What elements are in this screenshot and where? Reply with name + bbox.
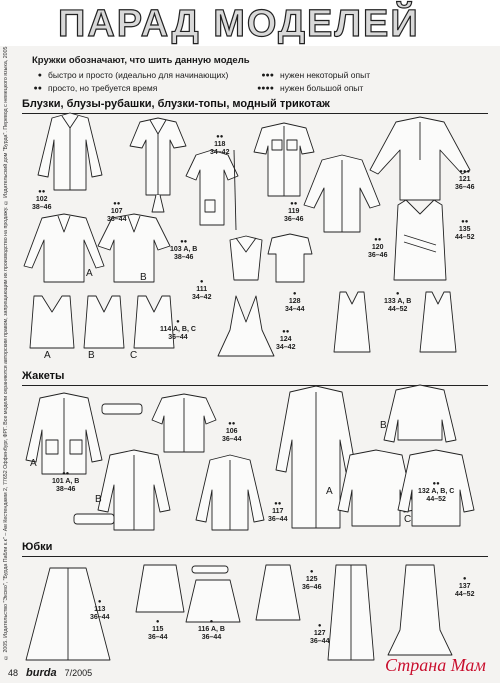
variant-letter-a: A [326, 486, 333, 497]
model-tag-119: ●● 119 36–46 [284, 201, 304, 223]
page-title: ПАРАД МОДЕЛЕЙ [58, 3, 420, 45]
model-tag-117: ●● 117 36–44 [268, 501, 288, 523]
garment-drawing-102 [38, 113, 102, 190]
section-skirts-title: Юбки [22, 541, 53, 553]
garment-drawing-120 [304, 155, 380, 232]
garment-drawing-114 [30, 296, 174, 348]
model-tag-128: ● 128 34–44 [285, 291, 305, 313]
model-tag-115: ● 115 36–44 [148, 619, 168, 641]
garment-drawing-124 [218, 296, 274, 356]
model-tag-107: ●● 107 36–44 [107, 201, 127, 223]
variant-letter-a: A [86, 268, 93, 279]
garment-drawing-107 [130, 118, 186, 212]
garment-drawing-103 [24, 214, 170, 282]
model-tag-103: ●● 103 A, B 38–46 [170, 239, 198, 261]
garment-drawing-116 [186, 580, 240, 622]
model-tag-113: ● 113 36–44 [90, 599, 110, 621]
difficulty-dots: ●●●● [257, 84, 274, 92]
model-tag-133: ● 133 A, B 44–52 [384, 291, 412, 313]
variant-letter-b: B [140, 272, 147, 283]
side-credits: © 2005. Издательство "Эксмо", "Бурда Пабли к.к" – Ам Кестендамм 2, 77652 Оффенбург, ФРГ. Все модели охраняются авторским правом, запрещающим их производство на продажу. © Издательский дом "Бурда". Перевод с немецкого языка, 2005 [3, 46, 9, 660]
model-tag-137: ● 137 44–52 [455, 576, 475, 598]
garment-drawing-135 [394, 200, 446, 280]
garment-drawing-119 [254, 123, 314, 196]
garment-drawing-111 [230, 236, 262, 280]
variant-letter-b: B [380, 420, 387, 431]
difficulty-dots: ●●● [261, 71, 274, 79]
model-tag-124: ●● 124 34–42 [276, 329, 296, 351]
garment-drawing-101-b [74, 450, 170, 530]
section-blouses-title: Блузки, блузы-рубашки, блузки-топы, модный трикотаж [22, 98, 330, 110]
variant-letter-a: A [44, 350, 51, 361]
brand-logo: burda [26, 667, 57, 679]
model-tag-118: ●● 118 34–42 [210, 134, 230, 156]
legend-text: быстро и просто (идеально для начинающих) [48, 70, 229, 80]
model-tag-127: ● 127 36–44 [310, 623, 330, 645]
garment-drawing-118 [186, 150, 238, 230]
section-jackets-title: Жакеты [22, 370, 65, 382]
model-tag-111: ● 111 34–42 [192, 279, 212, 301]
model-tag-135: ●● 135 44–52 [455, 219, 475, 241]
model-tag-120: ●● 120 36–46 [368, 237, 388, 259]
model-tag-132: ●● 132 A, B, C 44–52 [418, 481, 455, 503]
model-tag-116: ● 116 A, B 36–44 [198, 619, 225, 641]
model-tag-106: ●● 106 36–44 [222, 421, 242, 443]
legend-text: просто, но требуется время [48, 83, 158, 93]
variant-letter-c: C [404, 514, 412, 525]
garment-drawing-137 [388, 565, 452, 655]
model-tag-101: ●● 101 A, B 38–46 [52, 471, 80, 493]
legend-text: нужен большой опыт [280, 83, 364, 93]
watermark: Страна Мам [385, 655, 486, 675]
model-tag-125: ● 125 36–46 [302, 569, 322, 591]
variant-letter-a: A [30, 458, 37, 469]
garment-drawing-128 [268, 234, 312, 282]
page-number: 48 [8, 668, 19, 678]
garment-drawing-125 [256, 565, 300, 620]
garment-drawing-117 [196, 455, 264, 530]
issue-number: 7/2005 [64, 668, 93, 678]
legend-heading: Кружки обозначают, что шить данную модель [32, 55, 250, 66]
difficulty-dots: ●● [33, 84, 42, 92]
variant-letter-b: B [95, 494, 102, 505]
variant-letter-c: C [130, 350, 138, 361]
garment-drawing-132 [338, 385, 474, 526]
garment-drawing-127 [328, 565, 374, 660]
difficulty-dots: ● [37, 71, 42, 79]
variant-letter-b: B [88, 350, 95, 361]
model-tag-114: ● 114 A, B, C 36–44 [160, 319, 196, 341]
model-tag-102: ●● 102 38–46 [32, 189, 52, 211]
page-footer [8, 667, 92, 679]
legend-text: нужен некоторый опыт [280, 70, 371, 80]
model-tag-121: ●●● 121 36–46 [455, 169, 475, 191]
garment-drawing-106 [152, 394, 216, 452]
